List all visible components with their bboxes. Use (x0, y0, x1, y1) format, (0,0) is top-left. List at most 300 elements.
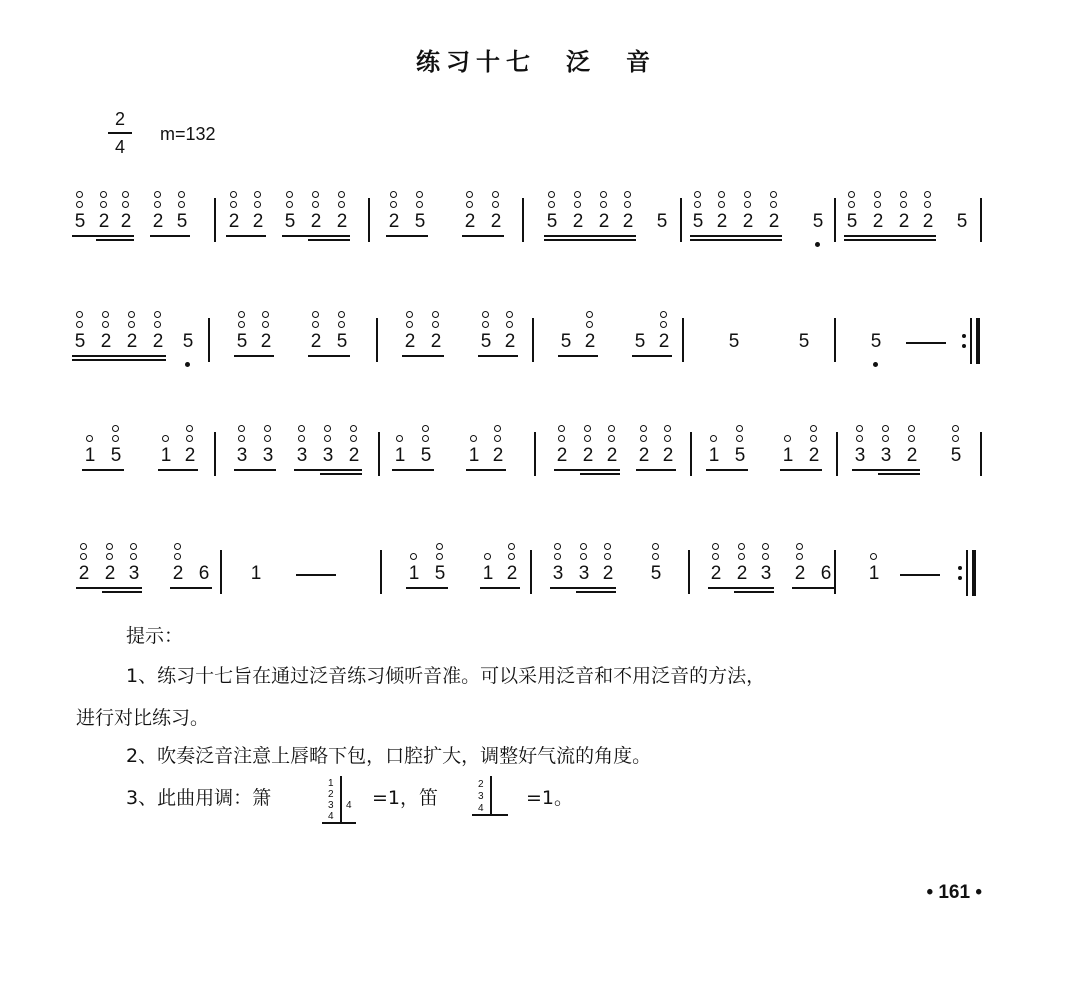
barline (966, 550, 968, 596)
barline (688, 550, 690, 594)
harmonic-dot (112, 435, 119, 442)
harmonic-dot (416, 201, 423, 208)
harmonic-dot (484, 553, 491, 560)
beam-underline (72, 359, 166, 361)
extension-dash (296, 574, 336, 576)
harmonic-dot (130, 553, 137, 560)
low-octave-dot (873, 362, 878, 367)
harmonic-dot (174, 543, 181, 550)
harmonic-dot (584, 435, 591, 442)
beam-underline (392, 469, 434, 471)
harmonic-dot (492, 191, 499, 198)
harmonic-dot (660, 321, 667, 328)
score-note: 2 (404, 331, 416, 352)
harmonic-dot (350, 435, 357, 442)
score-note: 5 (182, 331, 194, 352)
score-note: 2 (104, 563, 116, 584)
repeat-dot (958, 566, 962, 570)
harmonic-dot (604, 543, 611, 550)
harmonic-dot (810, 435, 817, 442)
score-note: 2 (388, 211, 400, 232)
score-note: 3 (296, 445, 308, 466)
harmonic-dot (710, 435, 717, 442)
harmonic-dot (338, 321, 345, 328)
harmonic-dot (466, 201, 473, 208)
beam-underline (844, 239, 936, 241)
di-fingering-4: 4 (478, 803, 484, 814)
score-note: 2 (184, 445, 196, 466)
score-note: 2 (310, 211, 322, 232)
harmonic-dot (338, 311, 345, 318)
time-signature-denominator: 4 (114, 137, 125, 157)
score-note: 2 (172, 563, 184, 584)
harmonic-dot (712, 543, 719, 550)
tempo-marking: m=132 (160, 124, 216, 144)
harmonic-dot (900, 201, 907, 208)
di-fingering-bar (490, 776, 492, 816)
beam-underline (792, 587, 834, 589)
harmonic-dot (186, 435, 193, 442)
barline (378, 432, 380, 476)
harmonic-dot (492, 201, 499, 208)
harmonic-dot (882, 435, 889, 442)
score-note: 5 (728, 331, 740, 352)
harmonic-dot (102, 321, 109, 328)
hint-heading: 提示： (126, 625, 184, 647)
harmonic-dot (406, 321, 413, 328)
beam-underline (580, 473, 620, 475)
harmonic-dot (744, 201, 751, 208)
harmonic-dot (230, 191, 237, 198)
harmonic-dot (154, 321, 161, 328)
beam-underline (386, 235, 428, 237)
beam-underline (294, 469, 362, 471)
harmonic-dot (558, 435, 565, 442)
harmonic-dot (350, 425, 357, 432)
repeat-dot (958, 576, 962, 580)
score-note: 2 (710, 563, 722, 584)
harmonic-dot (908, 425, 915, 432)
di-fingering-base (472, 814, 508, 816)
di-fingering-2: 2 (478, 779, 484, 790)
score-note: 1 (868, 563, 880, 584)
score-note: 1 (708, 445, 720, 466)
score-note: 2 (906, 445, 918, 466)
harmonic-dot (422, 435, 429, 442)
harmonic-dot (76, 311, 83, 318)
beam-underline (102, 591, 142, 593)
score-note: 2 (492, 445, 504, 466)
score-note: 5 (420, 445, 432, 466)
harmonic-dot (586, 321, 593, 328)
score-note: 1 (160, 445, 172, 466)
score-note: 3 (128, 563, 140, 584)
harmonic-dot (106, 543, 113, 550)
score-note: 2 (658, 331, 670, 352)
harmonic-dot (664, 425, 671, 432)
xiao-fingering-2: 2 (328, 789, 334, 800)
harmonic-dot (924, 191, 931, 198)
harmonic-dot (238, 435, 245, 442)
barline (220, 550, 222, 594)
harmonic-dot (810, 425, 817, 432)
score-note: 2 (898, 211, 910, 232)
score-note: 2 (622, 211, 634, 232)
score-note: 2 (430, 331, 442, 352)
harmonic-dot (718, 201, 725, 208)
beam-underline (320, 473, 362, 475)
beam-underline (308, 355, 350, 357)
harmonic-dot (770, 201, 777, 208)
harmonic-dot (436, 553, 443, 560)
harmonic-dot (100, 201, 107, 208)
score-note: 2 (598, 211, 610, 232)
harmonic-dot (178, 191, 185, 198)
hint-item-1-line-1: 1、练习十七旨在通过泛音练习倾听音准。可以采用泛音和不用泛音的方法， (126, 665, 766, 687)
score-note: 5 (634, 331, 646, 352)
barline (682, 318, 684, 362)
barline (530, 550, 532, 594)
harmonic-dot (264, 435, 271, 442)
harmonic-dot (406, 311, 413, 318)
harmonic-dot (770, 191, 777, 198)
harmonic-dot (76, 201, 83, 208)
harmonic-dot (608, 425, 615, 432)
beam-underline (690, 235, 782, 237)
beam-underline (82, 469, 124, 471)
harmonic-dot (694, 201, 701, 208)
harmonic-dot (652, 543, 659, 550)
hint-item-3-mid: =1，笛 (372, 787, 439, 809)
harmonic-dot (762, 543, 769, 550)
harmonic-dot (286, 191, 293, 198)
score-note: 2 (602, 563, 614, 584)
harmonic-dot (254, 201, 261, 208)
harmonic-dot (396, 435, 403, 442)
harmonic-dot (338, 201, 345, 208)
score-note: 5 (846, 211, 858, 232)
low-octave-dot (815, 242, 820, 247)
score-note: 2 (100, 331, 112, 352)
harmonic-dot (554, 553, 561, 560)
harmonic-dot (604, 553, 611, 560)
harmonic-dot (874, 201, 881, 208)
harmonic-dot (298, 435, 305, 442)
harmonic-dot (624, 191, 631, 198)
harmonic-dot (482, 311, 489, 318)
harmonic-dot (102, 311, 109, 318)
score-note: 2 (252, 211, 264, 232)
beam-underline (406, 587, 448, 589)
harmonic-dot (558, 425, 565, 432)
harmonic-dot (338, 191, 345, 198)
barline (214, 432, 216, 476)
harmonic-dot (128, 321, 135, 328)
score-note: 2 (638, 445, 650, 466)
harmonic-dot (718, 191, 725, 198)
harmonic-dot (608, 435, 615, 442)
harmonic-dot (624, 201, 631, 208)
beam-underline (76, 587, 142, 589)
barline (834, 318, 836, 362)
score-note: 1 (482, 563, 494, 584)
harmonic-dot (494, 435, 501, 442)
harmonic-dot (312, 191, 319, 198)
extension-dash (900, 574, 940, 576)
harmonic-dot (154, 311, 161, 318)
harmonic-dot (324, 425, 331, 432)
score-note: 2 (126, 331, 138, 352)
score-note: 2 (742, 211, 754, 232)
beam-underline (234, 355, 274, 357)
barline (522, 198, 524, 242)
barline (970, 318, 972, 364)
barline (376, 318, 378, 362)
beam-underline (308, 239, 350, 241)
beam-underline (544, 239, 636, 241)
score-note: 5 (284, 211, 296, 232)
score-note: 1 (468, 445, 480, 466)
harmonic-dot (506, 311, 513, 318)
beam-underline (780, 469, 822, 471)
harmonic-dot (762, 553, 769, 560)
harmonic-dot (600, 191, 607, 198)
harmonic-dot (76, 321, 83, 328)
harmonic-dot (174, 553, 181, 560)
barline (368, 198, 370, 242)
score-note: 2 (310, 331, 322, 352)
score-note: 6 (198, 563, 210, 584)
score-note: 2 (464, 211, 476, 232)
score-note: 5 (656, 211, 668, 232)
harmonic-dot (432, 311, 439, 318)
beam-underline (170, 587, 212, 589)
harmonic-dot (470, 435, 477, 442)
harmonic-dot (178, 201, 185, 208)
score-note: 1 (782, 445, 794, 466)
score-note: 3 (578, 563, 590, 584)
barline (380, 550, 382, 594)
score-note: 2 (736, 563, 748, 584)
score-note: 5 (414, 211, 426, 232)
beam-underline (96, 239, 134, 241)
xiao-fingering-bar (340, 776, 342, 824)
score-note: 1 (408, 563, 420, 584)
harmonic-dot (422, 425, 429, 432)
harmonic-dot (908, 435, 915, 442)
score-note: 2 (152, 331, 164, 352)
harmonic-dot (506, 321, 513, 328)
harmonic-dot (848, 191, 855, 198)
beam-underline (226, 235, 266, 237)
harmonic-dot (874, 191, 881, 198)
score-note: 2 (606, 445, 618, 466)
xiao-fingering-base (322, 822, 356, 824)
harmonic-dot (80, 543, 87, 550)
beam-underline (402, 355, 444, 357)
harmonic-dot (112, 425, 119, 432)
harmonic-dot (154, 191, 161, 198)
score-note: 2 (490, 211, 502, 232)
harmonic-dot (584, 425, 591, 432)
beam-underline (544, 235, 636, 237)
score-note: 2 (922, 211, 934, 232)
harmonic-dot (856, 425, 863, 432)
harmonic-dot (736, 425, 743, 432)
harmonic-dot (900, 191, 907, 198)
harmonic-dot (580, 543, 587, 550)
score-note: 2 (78, 563, 90, 584)
harmonic-dot (652, 553, 659, 560)
beam-underline (478, 355, 518, 357)
score-note: 5 (734, 445, 746, 466)
harmonic-dot (548, 191, 555, 198)
score-note: 5 (870, 331, 882, 352)
score-note: 5 (74, 331, 86, 352)
beam-underline (690, 239, 782, 241)
score-note: 5 (956, 211, 968, 232)
beam-underline (844, 235, 936, 237)
harmonic-dot (640, 425, 647, 432)
score-note: 3 (552, 563, 564, 584)
beam-underline (852, 469, 920, 471)
score-note: 2 (582, 445, 594, 466)
page-number: • 161 • (926, 882, 982, 903)
score-note: 5 (480, 331, 492, 352)
barline (980, 432, 982, 476)
score-note: 3 (262, 445, 274, 466)
barline (834, 550, 836, 594)
time-signature-numerator: 2 (114, 109, 125, 129)
harmonic-dot (494, 425, 501, 432)
beam-underline (466, 469, 506, 471)
xiao-fingering-side: 4 (346, 800, 352, 811)
harmonic-dot (238, 425, 245, 432)
score-note: 6 (820, 563, 832, 584)
score-note: 5 (236, 331, 248, 352)
final-barline (972, 550, 976, 596)
time-signature-line (108, 132, 132, 134)
barline (680, 198, 682, 242)
harmonic-dot (694, 191, 701, 198)
harmonic-dot (882, 425, 889, 432)
score-note: 2 (662, 445, 674, 466)
time-signature (108, 108, 132, 158)
harmonic-dot (712, 553, 719, 560)
harmonic-dot (736, 435, 743, 442)
harmonic-dot (664, 435, 671, 442)
harmonic-dot (122, 191, 129, 198)
barline (836, 432, 838, 476)
barline (690, 432, 692, 476)
beam-underline (462, 235, 504, 237)
harmonic-dot (548, 201, 555, 208)
beam-underline (708, 587, 774, 589)
extension-dash (906, 342, 946, 344)
harmonic-dot (154, 201, 161, 208)
xiao-fingering-1: 1 (328, 778, 334, 789)
harmonic-dot (86, 435, 93, 442)
harmonic-dot (324, 435, 331, 442)
harmonic-dot (744, 191, 751, 198)
score-note: 2 (768, 211, 780, 232)
score-note: 5 (110, 445, 122, 466)
score-note: 5 (560, 331, 572, 352)
harmonic-dot (856, 435, 863, 442)
hint-item-1-line-2: 进行对比练习。 (76, 707, 210, 729)
beam-underline (878, 473, 920, 475)
xiao-fingering-3: 3 (328, 800, 334, 811)
score-note: 1 (394, 445, 406, 466)
harmonic-dot (738, 553, 745, 560)
score-note: 5 (692, 211, 704, 232)
harmonic-dot (432, 321, 439, 328)
score-note: 2 (260, 331, 272, 352)
harmonic-dot (952, 435, 959, 442)
harmonic-dot (586, 311, 593, 318)
score-note: 5 (434, 563, 446, 584)
barline (214, 198, 216, 242)
score-note: 5 (812, 211, 824, 232)
beam-underline (234, 469, 276, 471)
harmonic-dot (230, 201, 237, 208)
page-title: 练习十七 泛 音 (416, 48, 656, 76)
harmonic-dot (738, 543, 745, 550)
harmonic-dot (128, 311, 135, 318)
score-note: 3 (236, 445, 248, 466)
score-note: 2 (98, 211, 110, 232)
harmonic-dot (312, 311, 319, 318)
harmonic-dot (508, 543, 515, 550)
beam-underline (632, 355, 672, 357)
beam-underline (558, 355, 598, 357)
harmonic-dot (436, 543, 443, 550)
hint-item-2: 2、吹奏泛音注意上唇略下包，口腔扩大，调整好气流的角度。 (126, 745, 652, 767)
harmonic-dot (580, 553, 587, 560)
harmonic-dot (390, 201, 397, 208)
harmonic-dot (574, 191, 581, 198)
beam-underline (72, 235, 134, 237)
low-octave-dot (185, 362, 190, 367)
score-note: 1 (250, 563, 262, 584)
harmonic-dot (660, 311, 667, 318)
harmonic-dot (600, 201, 607, 208)
barline (534, 432, 536, 476)
di-fingering-3: 3 (478, 791, 484, 802)
barline (834, 198, 836, 242)
harmonic-dot (554, 543, 561, 550)
beam-underline (550, 587, 616, 589)
score-note: 5 (74, 211, 86, 232)
harmonic-dot (264, 425, 271, 432)
score-note: 2 (572, 211, 584, 232)
score-note: 2 (228, 211, 240, 232)
harmonic-dot (262, 321, 269, 328)
score-note: 5 (336, 331, 348, 352)
harmonic-dot (186, 425, 193, 432)
beam-underline (576, 591, 616, 593)
harmonic-dot (416, 191, 423, 198)
barline (208, 318, 210, 362)
score-note: 5 (798, 331, 810, 352)
repeat-dot (962, 344, 966, 348)
beam-underline (734, 591, 774, 593)
harmonic-dot (286, 201, 293, 208)
score-note: 5 (950, 445, 962, 466)
harmonic-dot (162, 435, 169, 442)
score-note: 2 (120, 211, 132, 232)
score-note: 2 (872, 211, 884, 232)
